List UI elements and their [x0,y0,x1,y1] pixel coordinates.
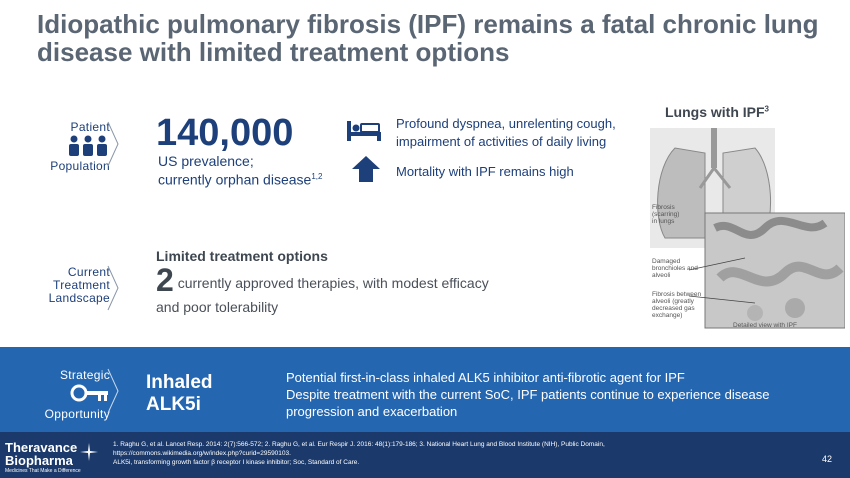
drug-name-line: ALK5i [146,394,201,415]
chevron-right-icon [106,120,120,168]
lungs-title [665,104,769,120]
drug-name-line: Inhaled [146,372,213,393]
chevron-right-icon [106,367,120,415]
page-number: 42 [822,454,833,464]
lungs-illustration [645,128,845,338]
footnote-line: 1. Raghu G, et al. Lancet Resp. 2014: 2(7):566-572; 2. Raghu G, et al. Eur Respir J. 2016: 48(1):179-186; 3. National Heart Lung and Blood Institute (NIH), Public Domain, [113,441,605,448]
label-fibrosis: Fibrosis (scarring) in lungs [652,204,680,225]
slide-title: Idiopathic pulmonary fibrosis (IPF) remains a fatal chronic lung disease with limited treatment options [37,9,819,67]
section-label-strategic [18,369,110,421]
prevalence-subtext [158,153,322,188]
section-label-patient [18,121,110,173]
landscape-heading: Limited treatment options [156,248,328,264]
label-between: Fibrosis between alveoli (greatly decreased gas exchange) [652,291,702,319]
sub-line: currently orphan disease [158,171,312,188]
label-line: Opportunity [44,407,110,421]
label-line: Patient [70,120,110,134]
opportunity-text [286,369,816,420]
section-label-current [18,266,110,305]
chevron-right-icon [106,264,120,312]
company-logo-line: Theravance [5,440,78,455]
symptom-statement: Profound dyspnea, unrelenting cough, impairment of activities of daily living [396,116,616,149]
mortality-statement: Mortality with IPF remains high [396,164,574,179]
reference-marker: 1,2 [311,172,323,181]
landscape-description: currently approved therapies, with modest efficacy and poor tolerability [156,275,489,315]
bed-icon [346,118,382,142]
label-line: Treatment [53,278,110,292]
footnote-line: ALK5i, transforming growth factor β receptor I kinase inhibitor; Soc, Standard of Care. [113,459,360,466]
opportunity-line: Despite treatment with the current SoC, IPF patients continue to experience disease progression and exacerbation [286,387,770,419]
sub-line: US prevalence; [158,153,254,169]
opportunity-line: Potential first-in-class inhaled ALK5 inhibitor anti-fibrotic agent for IPF [286,370,685,385]
label-line: Landscape [48,291,110,305]
label-detail: Detailed view with IPF [733,322,797,329]
label-line: Current [67,265,110,279]
label-line: Strategic [59,368,110,382]
label-damaged: Damaged bronchioles and alveoli [652,258,698,279]
star-icon [80,443,98,461]
footnotes [113,440,803,467]
company-logo-line: Biopharma [5,453,73,468]
landscape-text [156,262,496,319]
people-icon [18,134,110,160]
key-icon [18,382,110,408]
drug-name [146,372,213,416]
reference-marker: 3 [764,104,769,114]
prevalence-number: 140,000 [156,112,294,154]
therapy-count: 2 [156,262,174,298]
footnote-line: https://commons.wikimedia.org/w/index.php?curid=29590103. [113,450,291,457]
label-line: Population [50,159,110,173]
lungs-title-text: Lungs with IPF [665,104,765,120]
company-tagline: Medicines That Make a Difference [5,468,81,474]
up-arrow-icon [351,155,381,183]
